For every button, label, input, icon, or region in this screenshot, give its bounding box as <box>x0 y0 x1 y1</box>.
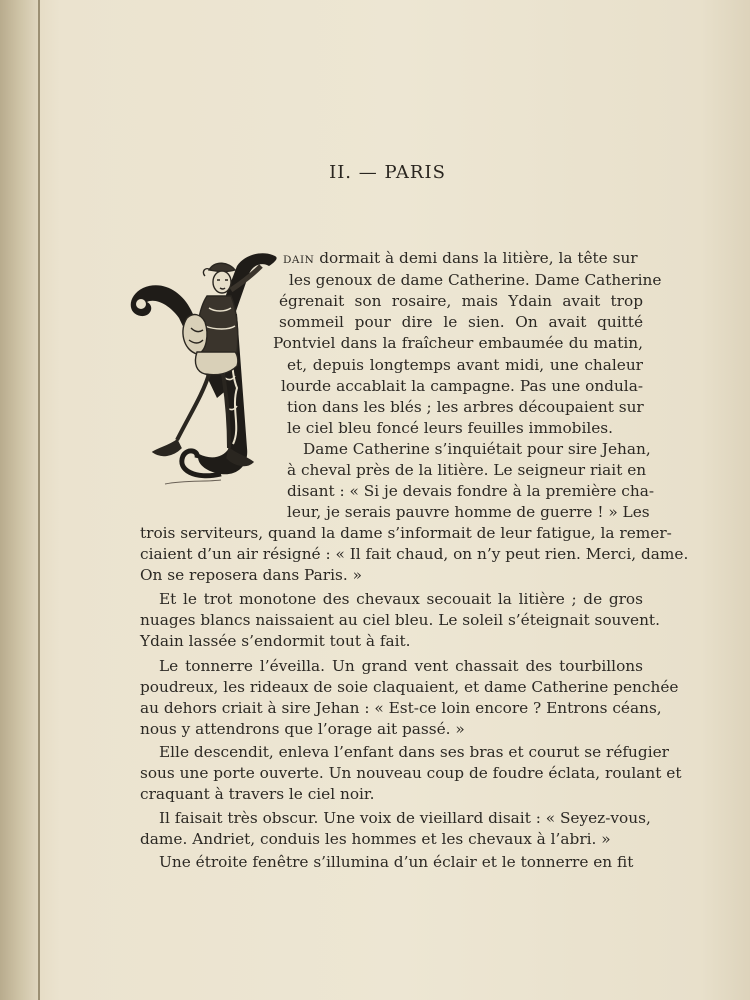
text-line: On se reposera dans Paris. » <box>140 566 362 584</box>
text-line: Ydain lassée s’endormit tout à fait. <box>140 632 411 650</box>
gutter-edge <box>38 0 40 1000</box>
text-line: égrenait son rosaire, mais Ydain avait trop <box>279 292 643 310</box>
line-text: dormait à demi dans la litière, la tête sur <box>319 249 638 267</box>
dropcap-illustration <box>125 248 277 498</box>
text-line: Une étroite fenêtre s’illumina d’un éclair et le tonnerre en fit <box>159 853 634 871</box>
text-line: sommeil pour dire le sien. On avait quitté <box>279 313 643 331</box>
text-line: Le tonnerre l’éveilla. Un grand vent chassait des tourbillons <box>159 657 643 675</box>
first-word-smallcaps: DAIN <box>283 254 315 266</box>
text-line: Il faisait très obscur. Une voix de vieillard disait : « Seyez-vous, <box>159 809 651 827</box>
text-line: lourde accablait la campagne. Pas une ondula- <box>281 377 643 395</box>
chapter-title: II. — PARIS <box>329 162 446 183</box>
text-line: sous une porte ouverte. Un nouveau coup de foudre éclata, roulant et <box>140 764 682 782</box>
text-line: disant : « Si je devais fondre à la première cha- <box>287 482 654 500</box>
text-line: nuages blancs naissaient au ciel bleu. Le soleil s’éteignait souvent. <box>140 611 660 629</box>
text-line: nous y attendrons que l’orage ait passé. » <box>140 720 465 738</box>
text-line: au dehors criait à sire Jehan : « Est-ce loin encore ? Entrons céans, <box>140 699 662 717</box>
text-line: Pontviel dans la fraîcheur embaumée du matin, <box>273 334 643 352</box>
text-line: le ciel bleu foncé leurs feuilles immobiles. <box>287 419 614 437</box>
text-line: dame. Andriet, conduis les hommes et les chevaux à l’abri. » <box>140 830 611 848</box>
text-line: Elle descendit, enleva l’enfant dans ses bras et courut se réfugier <box>159 743 669 761</box>
text-line: Et le trot monotone des chevaux secouait la litière ; de gros <box>159 590 643 608</box>
text-line: leur, je serais pauvre homme de guerre ! » Les <box>287 503 650 521</box>
text-line: Dame Catherine s’inquiétait pour sire Jehan, <box>303 440 651 458</box>
text-line: et, depuis longtemps avant midi, une chaleur <box>287 356 643 374</box>
text-line: à cheval près de la litière. Le seigneur riait en <box>287 461 647 479</box>
book-gutter <box>0 0 38 1000</box>
text-line: poudreux, les rideaux de soie claquaient, et dame Catherine penchée <box>140 678 679 696</box>
text-line: trois serviteurs, quand la dame s’informait de leur fatigue, la remer- <box>140 524 672 542</box>
text-line: les genoux de dame Catherine. Dame Catherine <box>289 271 662 289</box>
text-line: tion dans les blés ; les arbres découpaient sur <box>287 398 644 416</box>
text-line: ciaient d’un air résigné : « Il fait chaud, on n’y peut rien. Merci, dame. <box>140 545 689 563</box>
text-line: craquant à travers le ciel noir. <box>140 785 375 803</box>
text-line <box>283 248 643 270</box>
